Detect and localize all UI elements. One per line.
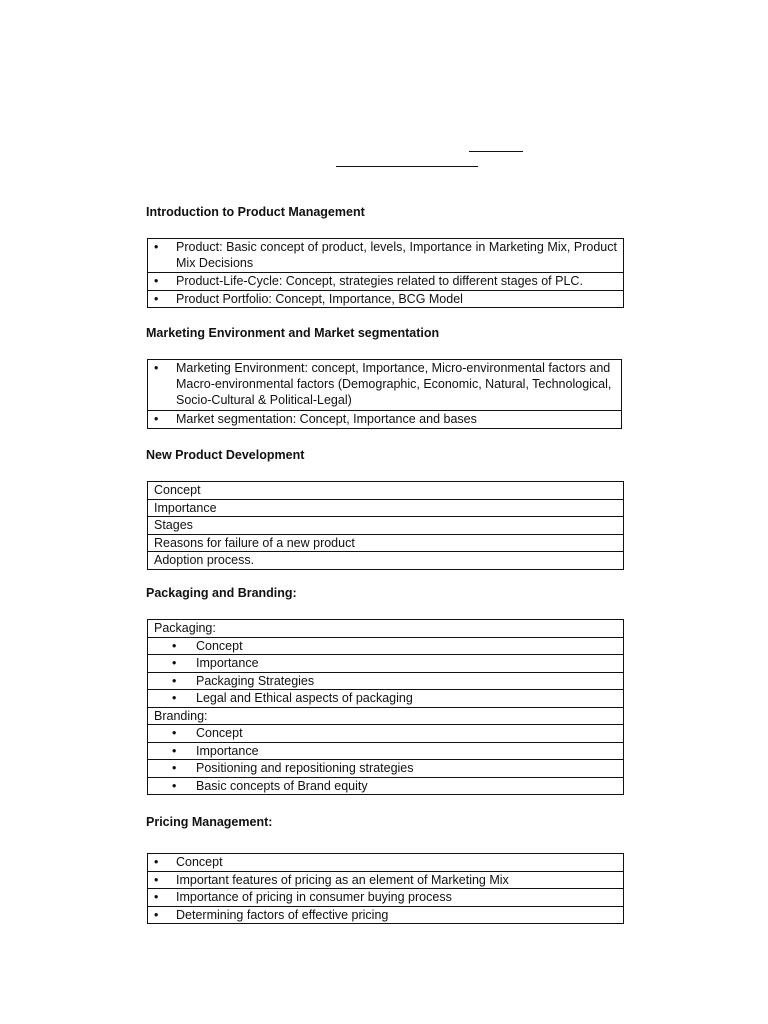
pricing-management-table	[147, 853, 624, 924]
bullet-icon: •	[172, 656, 177, 670]
table-row	[148, 777, 624, 795]
table-row	[148, 239, 624, 273]
list-item: Packaging Strategies	[196, 673, 315, 688]
packaging-branding-table	[147, 619, 624, 795]
bullet-icon: •	[154, 855, 159, 869]
list-item: Concept	[148, 482, 624, 500]
new-product-development-table	[147, 481, 624, 570]
bullet-icon: •	[172, 726, 177, 740]
group-label-packaging: Packaging:	[148, 620, 624, 638]
list-item: Stages	[148, 517, 624, 535]
table-row	[148, 411, 622, 429]
table-row	[148, 672, 624, 690]
list-item: Adoption process.	[148, 552, 624, 570]
bullet-icon: •	[154, 274, 159, 288]
table-row	[148, 360, 622, 411]
table-row	[148, 552, 624, 570]
list-item: Product: Basic concept of product, levels, Importance in Marketing Mix, Product Mix Decisions	[176, 240, 617, 270]
table-row	[148, 707, 624, 725]
list-item: Importance	[196, 743, 259, 758]
table-row	[148, 742, 624, 760]
table-row	[148, 290, 624, 308]
list-item: Marketing Environment: concept, Importance, Micro-environmental factors and Macro-environmental factors (Demographic, Economic, Natural, Technological, Socio-Cultural & Political-Legal)	[176, 361, 612, 407]
bullet-icon: •	[172, 778, 177, 793]
bullet-icon: •	[154, 872, 159, 887]
section-heading-new-product-development: New Product Development	[146, 448, 305, 462]
table-row	[148, 871, 624, 889]
section-heading-pricing-management: Pricing Management:	[146, 815, 273, 829]
bullet-icon: •	[154, 361, 159, 375]
list-item: Basic concepts of Brand equity	[196, 778, 368, 793]
bullet-icon: •	[172, 743, 177, 758]
list-item: Concept	[196, 726, 243, 740]
table-row	[148, 273, 624, 291]
section-heading-product-management: Introduction to Product Management	[146, 205, 365, 219]
bullet-icon: •	[172, 673, 177, 688]
list-item: Legal and Ethical aspects of packaging	[196, 691, 413, 705]
bullet-icon: •	[154, 291, 159, 306]
list-item: Product-Life-Cycle: Concept, strategies related to different stages of PLC.	[176, 274, 583, 288]
table-row	[148, 655, 624, 673]
bullet-icon: •	[154, 890, 159, 904]
list-item: Importance of pricing in consumer buying process	[176, 890, 452, 904]
table-row	[148, 760, 624, 778]
list-item: Importance	[148, 499, 624, 517]
table-row	[148, 534, 624, 552]
title-underline-short	[469, 151, 523, 152]
table-row	[148, 690, 624, 708]
table-row	[148, 889, 624, 907]
list-item: Product Portfolio: Concept, Importance, BCG Model	[176, 291, 463, 306]
list-item: Importance	[196, 656, 259, 670]
bullet-icon: •	[172, 691, 177, 705]
table-row	[148, 854, 624, 872]
table-row	[148, 906, 624, 924]
table-row	[148, 482, 624, 500]
product-management-table	[147, 238, 624, 308]
table-row	[148, 637, 624, 655]
bullet-icon: •	[172, 761, 177, 775]
bullet-icon: •	[154, 240, 159, 254]
group-label-branding: Branding:	[148, 707, 624, 725]
table-row	[148, 499, 624, 517]
bullet-icon: •	[154, 412, 159, 426]
section-heading-packaging-branding: Packaging and Branding:	[146, 586, 297, 600]
list-item: Determining factors of effective pricing	[176, 907, 389, 922]
list-item: Concept	[176, 855, 223, 869]
table-row	[148, 517, 624, 535]
list-item: Positioning and repositioning strategies	[196, 761, 414, 775]
section-heading-marketing-environment: Marketing Environment and Market segmentation	[146, 326, 440, 340]
list-item: Market segmentation: Concept, Importance and bases	[176, 412, 477, 426]
table-row	[148, 725, 624, 743]
marketing-environment-table	[147, 359, 622, 429]
list-item: Important features of pricing as an element of Marketing Mix	[176, 872, 509, 887]
bullet-icon: •	[154, 907, 159, 922]
bullet-icon: •	[172, 638, 177, 653]
list-item: Reasons for failure of a new product	[148, 534, 624, 552]
title-underline-long	[336, 166, 478, 167]
list-item: Concept	[196, 638, 243, 653]
table-row	[148, 620, 624, 638]
